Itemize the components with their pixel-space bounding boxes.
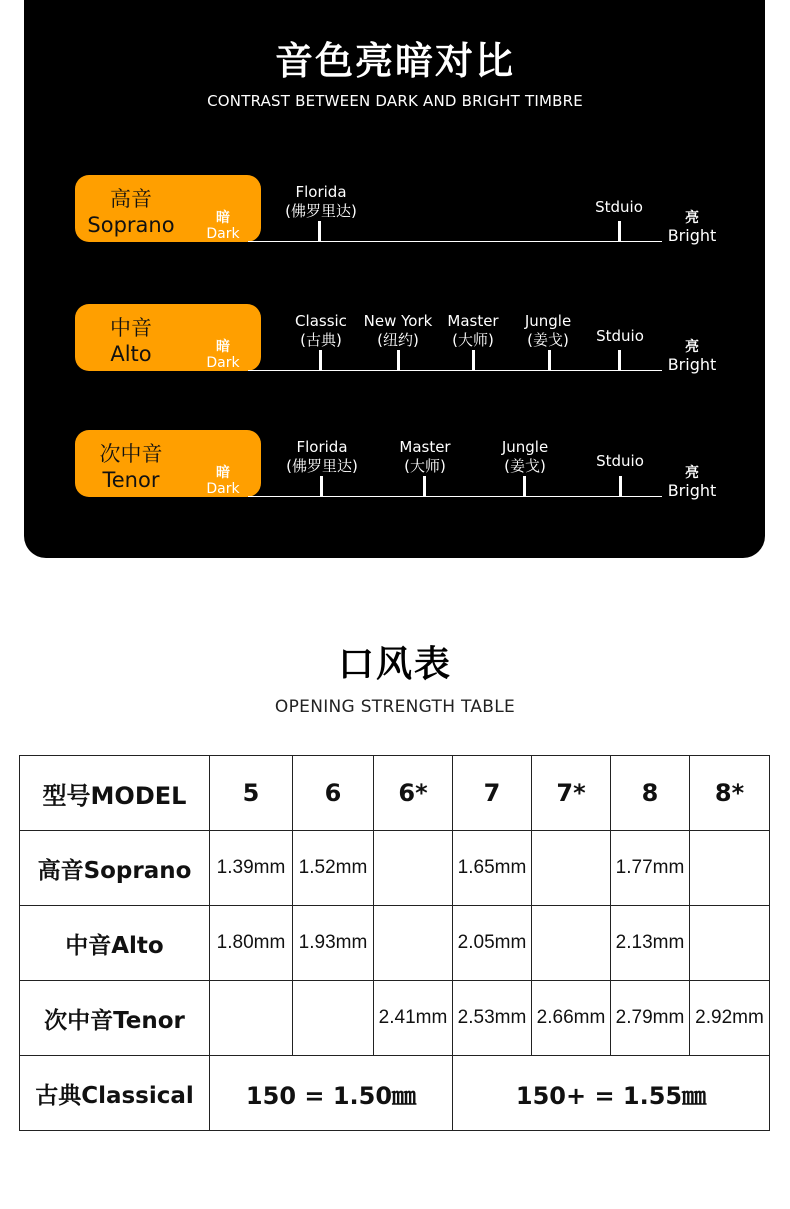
axis-tick [318, 221, 321, 241]
dark-cn-label: 暗 [216, 339, 230, 355]
contrast-row-alto [0, 304, 790, 414]
bright-en-label: Bright [667, 481, 717, 500]
table-row [20, 906, 770, 981]
dark-cn-label: 暗 [216, 210, 230, 226]
value-cell: 2.53mm [453, 981, 532, 1056]
value-cell: 1.77mm [611, 831, 690, 906]
mark-name: Jungle [524, 312, 572, 330]
mark-name: Florida [296, 438, 348, 456]
row-label: 高音Soprano [20, 831, 210, 906]
table-header-row [20, 756, 770, 831]
value-cell: 2.05mm [453, 906, 532, 981]
row-label: 中音Alto [20, 906, 210, 981]
dark-en-label: Dark [206, 226, 240, 242]
bright-en-label: Bright [667, 226, 717, 245]
mark-cn: (佛罗里达) [286, 457, 358, 475]
opening-title: 口风表 [337, 644, 452, 685]
voice-cn-label: 高音 [110, 187, 152, 211]
mark-label [266, 183, 376, 221]
mark-cn: (姜戈) [504, 457, 546, 475]
axis-tick [423, 476, 426, 496]
voice-cn-label: 次中音 [99, 442, 163, 466]
timbre-axis [248, 496, 662, 497]
axis-tick [619, 476, 622, 496]
classical-value-left: 150 = 1.50㎜ [210, 1056, 453, 1131]
value-cell [532, 831, 611, 906]
mark-label [470, 438, 580, 476]
bright-cn-label: 亮 [685, 339, 699, 355]
mark-cn: (古典) [300, 331, 342, 349]
opening-strength-table [19, 755, 770, 1131]
value-cell: 2.66mm [532, 981, 611, 1056]
bright-en-label: Bright [667, 355, 717, 374]
mark-cn: (佛罗里达) [285, 202, 357, 220]
mark-name: Stduio [595, 198, 643, 216]
table-row-classical [20, 1056, 770, 1131]
header-cell: 8* [690, 756, 770, 831]
contrast-row-soprano [0, 175, 790, 285]
mark-label [565, 452, 675, 471]
axis-tick [618, 221, 621, 241]
value-cell: 2.79mm [611, 981, 690, 1056]
value-cell [374, 831, 453, 906]
row-label: 次中音Tenor [20, 981, 210, 1056]
header-cell: 型号MODEL [20, 756, 210, 831]
voice-en-label: Alto [110, 342, 152, 366]
mark-name: Classic [295, 312, 347, 330]
timbre-axis [248, 370, 662, 371]
table-row [20, 831, 770, 906]
voice-en-label: Soprano [87, 213, 175, 237]
contrast-row-tenor [0, 430, 790, 540]
mark-cn: (大师) [452, 331, 494, 349]
header-cell: 8 [611, 756, 690, 831]
header-cell: 6* [374, 756, 453, 831]
value-cell [210, 981, 293, 1056]
header-cell: 7 [453, 756, 532, 831]
classical-value-right: 150+ = 1.55㎜ [453, 1056, 770, 1131]
value-cell: 1.52mm [293, 831, 374, 906]
header-cell: 6 [293, 756, 374, 831]
mark-name: Master [447, 312, 499, 330]
axis-tick [618, 350, 621, 370]
mark-name: Jungle [501, 438, 549, 456]
dark-en-label: Dark [206, 481, 240, 497]
dark-en-label: Dark [206, 355, 240, 371]
mark-cn: (姜戈) [527, 331, 569, 349]
bright-cn-label: 亮 [685, 210, 699, 226]
axis-tick [320, 476, 323, 496]
value-cell [374, 906, 453, 981]
value-cell: 1.39mm [210, 831, 293, 906]
header-cell: 7* [532, 756, 611, 831]
opening-subtitle: OPENING STRENGTH TABLE [274, 697, 516, 717]
mark-cn: (纽约) [377, 331, 419, 349]
value-cell: 2.92mm [690, 981, 770, 1056]
mark-label [267, 438, 377, 476]
mark-name: Stduio [596, 452, 644, 470]
value-cell [532, 906, 611, 981]
dark-cn-label: 暗 [216, 465, 230, 481]
timbre-axis [248, 241, 662, 242]
mark-name: Stduio [596, 327, 644, 345]
table-row [20, 981, 770, 1056]
voice-cn-label: 中音 [110, 316, 152, 340]
value-cell [293, 981, 374, 1056]
header-cell: 5 [210, 756, 293, 831]
contrast-subtitle: CONTRAST BETWEEN DARK AND BRIGHT TIMBRE [207, 92, 583, 110]
value-cell: 1.65mm [453, 831, 532, 906]
voice-en-label: Tenor [102, 468, 160, 492]
value-cell: 1.93mm [293, 906, 374, 981]
mark-label [565, 327, 675, 346]
mark-label [564, 198, 674, 217]
value-cell: 2.41mm [374, 981, 453, 1056]
mark-name: Florida [295, 183, 347, 201]
mark-label [370, 438, 480, 476]
mark-name: New York [363, 312, 433, 330]
axis-tick [397, 350, 400, 370]
axis-tick [548, 350, 551, 370]
mark-cn: (大师) [404, 457, 446, 475]
value-cell: 1.80mm [210, 906, 293, 981]
axis-tick [523, 476, 526, 496]
row-label: 古典Classical [20, 1056, 210, 1131]
value-cell: 2.13mm [611, 906, 690, 981]
contrast-title: 音色亮暗对比 [274, 39, 515, 83]
value-cell [690, 831, 770, 906]
value-cell [690, 906, 770, 981]
axis-tick [319, 350, 322, 370]
bright-cn-label: 亮 [685, 465, 699, 481]
axis-tick [472, 350, 475, 370]
mark-name: Master [399, 438, 451, 456]
